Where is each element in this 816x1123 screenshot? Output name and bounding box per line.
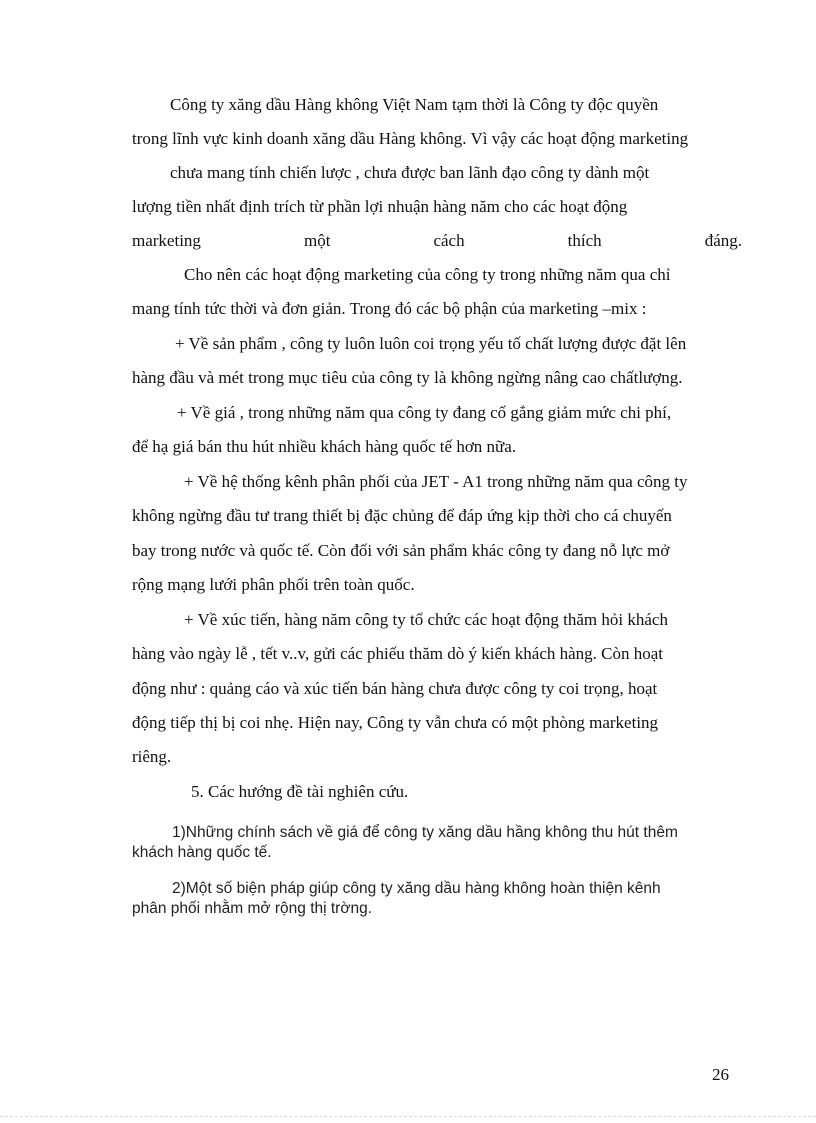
page-number: 26 <box>712 1065 729 1084</box>
paragraph-5-line-3: bay trong nước và quốc tế. Còn đối với sản phẩm khác công ty đang nỗ lực mở <box>132 541 670 560</box>
paragraph-6-line-4: động tiếp thị bị coi nhẹ. Hiện nay, Công ty vẫn chưa có một phòng marketing <box>132 713 659 732</box>
research-topic-2-line-1: 2)Một số biện pháp giúp công ty xăng dầu hàng không hoàn thiện kênh <box>172 880 661 897</box>
paragraph-3-line-2: hàng đầu và mét trong mục tiêu của công ty là không ngừng nâng cao chấtlượng. <box>132 368 683 387</box>
paragraph-6-line-1: + Về xúc tiến, hàng năm công ty tổ chức các hoạt động thăm hỏi khách <box>184 610 668 629</box>
justified-word: đáng. <box>704 231 742 250</box>
paragraph-6-line-3: động như : quảng cáo và xúc tiến bán hàng chưa được công ty coi trọng, hoạt <box>132 679 658 698</box>
paragraph-1-justified-line <box>132 230 742 252</box>
paragraph-1-line-3: chưa mang tính chiến lược , chưa được ban lãnh đạo công ty dành một <box>170 163 650 182</box>
paragraph-4-line-2: để hạ giá bán thu hút nhiều khách hàng quốc tế hơn nữa. <box>132 437 517 456</box>
paragraph-1-line-4: lượng tiền nhất định trích từ phần lợi nhuận hàng năm cho các hoạt động <box>132 197 628 216</box>
page-bottom-divider <box>0 1116 816 1117</box>
paragraph-4-line-1: + Về giá , trong những năm qua công ty đang cố gắng giảm mức chi phí, <box>177 403 672 422</box>
paragraph-2-line-2: mang tính tức thời và đơn giản. Trong đó các bộ phận của marketing –mix : <box>132 299 647 318</box>
justified-word: thích <box>567 231 602 250</box>
justified-word: một <box>303 231 331 250</box>
paragraph-5-line-1: + Về hệ thống kênh phân phối của JET - A1 trong những năm qua công ty <box>184 472 688 491</box>
paragraph-2-line-1: Cho nên các hoạt động marketing của công ty trong những năm qua chỉ <box>184 265 671 284</box>
research-topic-1-line-2: khách hàng quốc tế. <box>132 844 272 861</box>
paragraph-1-line-2: trong lĩnh vực kinh doanh xăng dầu Hàng không. Vì vậy các hoạt động marketing <box>132 129 689 148</box>
research-topic-2-line-2: phân phối nhằm mở rộng thị trờng. <box>132 900 373 917</box>
paragraph-5-line-4: rộng mạng lưới phân phối trên toàn quốc. <box>132 575 415 594</box>
paragraph-5-line-2: không ngừng đầu tư trang thiết bị đặc chủng để đáp ứng kịp thời cho cá chuyến <box>132 506 672 525</box>
paragraph-6-line-2: hàng vào ngày lễ , tết v..v, gửi các phiếu thăm dò ý kiến khách hàng. Còn hoạt <box>132 644 664 663</box>
section-heading: 5. Các hướng đề tài nghiên cứu. <box>191 782 409 801</box>
research-topic-1-line-1: 1)Những chính sách về giá để công ty xăng dầu hầng không thu hút thêm <box>172 824 678 841</box>
justified-word: marketing <box>132 231 201 250</box>
justified-word: cách <box>433 231 465 250</box>
paragraph-6-line-5: riêng. <box>132 747 172 766</box>
paragraph-1-line-1: Công ty xăng dầu Hàng không Việt Nam tạm thời là Công ty độc quyền <box>170 95 659 114</box>
paragraph-3-line-1: + Về sản phẩm , công ty luôn luôn coi trọng yếu tố chất lượng được đặt lên <box>175 334 687 353</box>
